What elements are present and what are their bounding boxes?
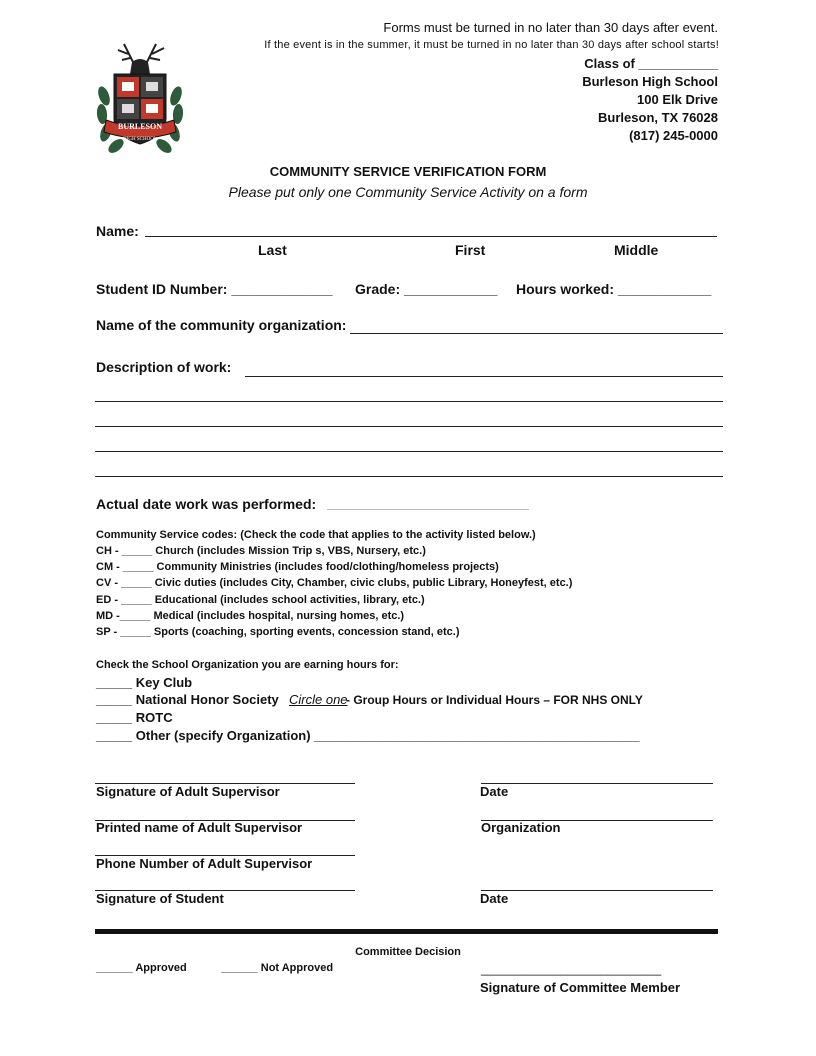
notice-line-1: Forms must be turned in no later than 30 days after event.: [383, 20, 718, 35]
committee-member-line[interactable]: ___________________________: [481, 962, 662, 976]
student-signature-label: Signature of Student: [96, 891, 224, 906]
date-label-1: Date: [480, 784, 509, 799]
organization-label: Organization: [481, 820, 561, 835]
school-org-other[interactable]: _____ Other (specify Organization) _____________________________________________: [96, 728, 640, 743]
phone-label: Phone Number of Adult Supervisor: [96, 856, 313, 871]
code-ed[interactable]: ED - _____ Educational (includes school activities, library, etc.): [96, 594, 425, 606]
description-line-1[interactable]: [245, 376, 723, 377]
code-cv[interactable]: CV - _____ Civic duties (includes City, Chamber, civic clubs, public Library, Honeyfest, etc.): [96, 577, 573, 589]
school-org-nhs[interactable]: _____ National Honor Society: [96, 692, 279, 707]
form-subtitle: Please put only one Community Service Activity on a form: [228, 184, 588, 200]
hours-worked-field[interactable]: Hours worked: ____________: [516, 281, 712, 297]
school-city: Burleson, TX 76028: [598, 110, 718, 125]
codes-heading: Community Service codes: (Check the code that applies to the activity listed below.): [96, 529, 536, 541]
description-line-5[interactable]: [95, 476, 723, 477]
notice-line-2: If the event is in the summer, it must be turned in no later than 30 days after school starts!: [264, 39, 719, 51]
grade-field[interactable]: Grade: ____________: [355, 281, 498, 297]
code-ch[interactable]: CH - _____ Church (includes Mission Trip s, VBS, Nursery, etc.): [96, 545, 426, 557]
school-org-key-club[interactable]: _____ Key Club: [96, 675, 193, 690]
description-line-2[interactable]: [95, 401, 723, 402]
form-title: COMMUNITY SERVICE VERIFICATION FORM: [269, 164, 547, 179]
date-performed-field[interactable]: [327, 509, 529, 510]
community-org-label: Name of the community organization:: [96, 317, 347, 333]
printed-name-label: Printed name of Adult Supervisor: [96, 820, 303, 835]
school-street: 100 Elk Drive: [637, 92, 718, 107]
description-line-4[interactable]: [95, 451, 723, 452]
school-crest-logo: [94, 36, 186, 160]
school-phone: (817) 245-0000: [629, 128, 718, 143]
committee-approved[interactable]: ______ Approved: [96, 962, 187, 974]
nhs-circle-one: Circle one: [289, 692, 348, 707]
school-org-rotc[interactable]: _____ ROTC: [96, 710, 173, 725]
description-label: Description of work:: [96, 359, 232, 375]
date-label-2: Date: [480, 891, 509, 906]
name-part-last: Last: [258, 242, 287, 258]
student-id-field[interactable]: Student ID Number: _____________: [96, 281, 333, 297]
description-line-3[interactable]: [95, 426, 723, 427]
name-field[interactable]: [145, 236, 717, 237]
community-org-field[interactable]: [350, 333, 723, 334]
date-line-2[interactable]: [481, 890, 713, 891]
committee-member-signature-label: Signature of Committee Member: [480, 980, 681, 995]
class-of: Class of ___________: [584, 56, 718, 71]
code-sp[interactable]: SP - _____ Sports (coaching, sporting events, concession stand, etc.): [96, 626, 460, 638]
committee-heading: Committee Decision: [355, 946, 461, 958]
adult-signature-label: Signature of Adult Supervisor: [96, 784, 280, 799]
logo-banner-text: BURLESON: [117, 122, 162, 131]
date-line-1[interactable]: [481, 783, 713, 784]
committee-divider: [95, 929, 718, 934]
name-part-first: First: [455, 242, 486, 258]
committee-not-approved[interactable]: ______ Not Approved: [221, 962, 334, 974]
code-cm[interactable]: CM - _____ Community Ministries (includes food/clothing/homeless projects): [96, 561, 499, 573]
name-label: Name:: [96, 223, 139, 239]
nhs-hours-type[interactable]: - Group Hours or Individual Hours – FOR NHS ONLY: [346, 693, 643, 707]
code-md[interactable]: MD -_____ Medical (includes hospital, nursing homes, etc.): [96, 610, 405, 622]
name-part-middle: Middle: [614, 242, 659, 258]
logo-sub-text: HIGH SCHOOL: [123, 137, 157, 142]
school-name: Burleson High School: [582, 74, 718, 89]
school-org-heading: Check the School Organization you are earning hours for:: [96, 659, 399, 671]
date-performed-label: Actual date work was performed:: [96, 496, 317, 512]
